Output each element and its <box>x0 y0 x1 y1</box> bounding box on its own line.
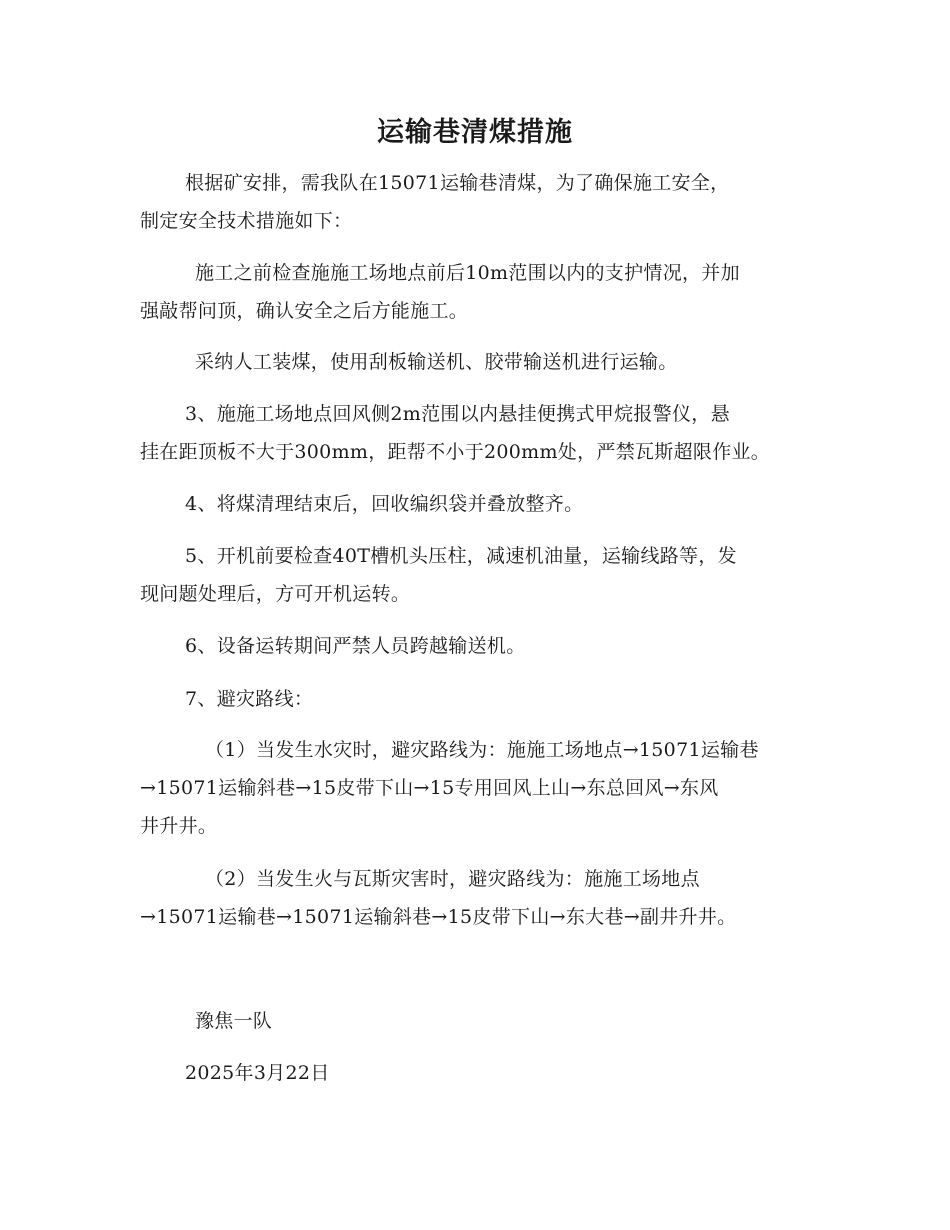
escape-route-2-line-1: （2）当发生火与瓦斯灾害时，避灾路线为：施施工场地点 <box>205 868 700 890</box>
measure-item-2-line-1: 采纳人工装煤，使用刮板输送机、胶带输送机进行运输。 <box>195 351 678 373</box>
signature-unit-text: 豫焦一队 <box>195 1010 273 1032</box>
measure-item-6-line-1: 6、设备运转期间严禁人员跨越输送机。 <box>185 635 526 657</box>
intro-line-1: 根据矿安排，需我队在15071运输巷清煤，为了确保施工安全， <box>185 172 730 194</box>
escape-route-1-line-1: （1）当发生水灾时，避灾路线为：施施工场地点→15071运输巷 <box>205 739 759 761</box>
measure-item-3-line-1: 3、施施工场地点回风侧2m范围以内悬挂便携式甲烷报警仪，悬 <box>185 403 730 425</box>
escape-route-1-line-3: 井升井。 <box>140 815 218 837</box>
intro-line-2: 制定安全技术措施如下： <box>140 210 353 232</box>
escape-route-1-line-2: →15071运输斜巷→15皮带下山→15专用回风上山→东总回风→东风 <box>140 777 719 799</box>
signature-unit <box>140 1002 810 1040</box>
signature-date <box>140 1054 810 1092</box>
measure-item-3 <box>140 395 810 471</box>
measure-item-1-line-1: 施工之前检查施施工场地点前后10m范围以内的支护情况，并加 <box>195 262 740 284</box>
measure-item-7 <box>140 680 810 718</box>
measure-item-4-line-1: 4、将煤清理结束后，回收编织袋并叠放整齐。 <box>185 493 584 515</box>
measure-item-5-line-1: 5、开机前要检查40T槽机头压柱，减速机油量，运输线路等，发 <box>185 545 737 567</box>
document-title: 运输巷清煤措施 <box>377 117 573 148</box>
measure-item-3-line-2: 挂在距顶板不大于300mm，距帮不小于200mm处，严禁瓦斯超限作业。 <box>140 441 771 463</box>
measure-item-1 <box>140 254 810 330</box>
escape-route-1 <box>140 731 810 845</box>
escape-route-2-line-2: →15071运输巷→15071运输斜巷→15皮带下山→东大巷→副井升井。 <box>140 906 737 928</box>
measure-item-1-line-2: 强敲帮问顶，确认安全之后方能施工。 <box>140 300 469 322</box>
intro-paragraph <box>140 164 810 240</box>
measure-item-6 <box>140 627 810 665</box>
signature-date-text: 2025年3月22日 <box>185 1062 330 1084</box>
escape-route-2 <box>140 860 810 936</box>
measure-item-4 <box>140 485 810 523</box>
measure-item-2 <box>140 343 810 381</box>
measure-item-7-line-1: 7、避灾路线： <box>185 688 314 710</box>
measure-item-5 <box>140 537 810 613</box>
measure-item-5-line-2: 现问题处理后，方可开机运转。 <box>140 583 411 605</box>
